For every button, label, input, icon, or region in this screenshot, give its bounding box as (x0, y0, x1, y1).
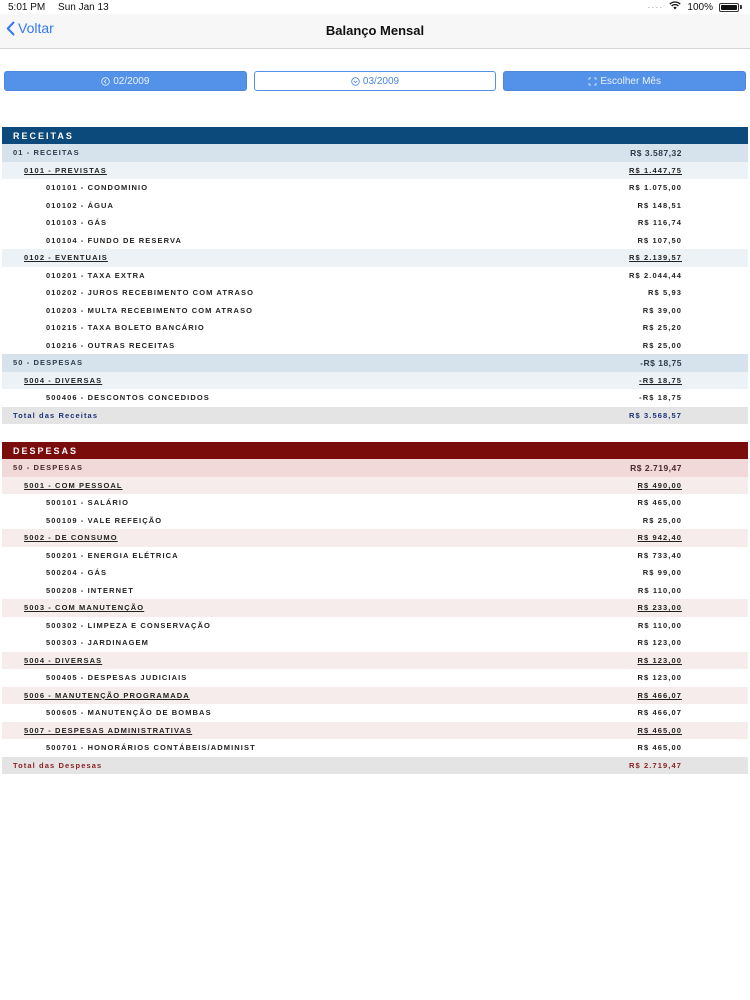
despesas-section (2, 442, 748, 774)
row-label: 010102 - ÁGUA (46, 200, 115, 210)
row-label: 5004 - DIVERSAS (24, 655, 103, 665)
signal-icon: ···· (647, 2, 664, 12)
row-value: R$ 1.075,00 (629, 183, 682, 193)
row-label: Total das Despesas (13, 760, 103, 770)
despesas-item-row[interactable] (2, 547, 748, 565)
receitas-sub-row[interactable] (2, 372, 748, 390)
row-value: R$ 2.719,47 (630, 462, 682, 473)
row-label: 500701 - HONORÁRIOS CONTÁBEIS/ADMINIST (46, 743, 256, 753)
receitas-item-row[interactable] (2, 302, 748, 320)
row-value: R$ 490,00 (637, 480, 682, 490)
choose-month-label: Escolher Mês (600, 75, 661, 87)
row-label: 500405 - DESPESAS JUDICIAIS (46, 673, 188, 683)
row-value: R$ 1.447,75 (629, 165, 682, 175)
row-value: R$ 25,00 (642, 515, 682, 525)
row-value: R$ 99,00 (642, 568, 682, 578)
row-value: R$ 25,20 (642, 323, 682, 333)
row-label: 5002 - DE CONSUMO (24, 533, 118, 543)
row-label: 50 - DESPESAS (13, 463, 84, 473)
receitas-item-row[interactable] (2, 214, 748, 232)
row-value: R$ 25,00 (642, 340, 682, 350)
row-value: R$ 107,50 (637, 235, 682, 245)
despesas-sub-row[interactable] (2, 652, 748, 670)
row-value: R$ 233,00 (637, 603, 682, 613)
receitas-total-row (2, 407, 748, 425)
row-label: 010215 - TAXA BOLETO BANCÁRIO (46, 323, 205, 333)
despesas-item-row[interactable] (2, 739, 748, 757)
row-value: R$ 733,40 (637, 550, 682, 560)
despesas-item-row[interactable] (2, 669, 748, 687)
row-value: R$ 3.568,57 (629, 410, 682, 420)
receitas-item-row[interactable] (2, 337, 748, 355)
status-bar (0, 0, 750, 14)
month-buttons (0, 71, 750, 91)
row-value: R$ 466,07 (637, 708, 682, 718)
receitas-item-row[interactable] (2, 232, 748, 250)
row-label: 500303 - JARDINAGEM (46, 638, 150, 648)
chevron-down-circle-icon (351, 77, 360, 86)
battery-icon (719, 3, 739, 12)
wifi-icon (669, 1, 681, 13)
receitas-group-row[interactable] (2, 354, 748, 372)
row-label: 0102 - EVENTUAIS (24, 253, 108, 263)
despesas-sub-row[interactable] (2, 477, 748, 495)
receitas-item-row[interactable] (2, 179, 748, 197)
row-label: 5003 - COM MANUTENÇÃO (24, 603, 145, 613)
despesas-item-row[interactable] (2, 512, 748, 530)
row-value: R$ 110,00 (637, 620, 682, 630)
row-label: 500302 - LIMPEZA E CONSERVAÇÃO (46, 620, 211, 630)
row-label: 010103 - GÁS (46, 218, 108, 228)
despesas-header: DESPESAS (2, 442, 748, 459)
receitas-item-row[interactable] (2, 197, 748, 215)
receitas-item-row[interactable] (2, 389, 748, 407)
row-value: R$ 110,00 (637, 585, 682, 595)
receitas-item-row[interactable] (2, 284, 748, 302)
current-month-button[interactable] (254, 71, 497, 91)
row-value: R$ 2.044,44 (629, 270, 682, 280)
receitas-header: RECEITAS (2, 127, 748, 144)
previous-month-button[interactable] (4, 71, 247, 91)
despesas-sub-row[interactable] (2, 529, 748, 547)
row-label: 010201 - TAXA EXTRA (46, 270, 146, 280)
back-label: Voltar (18, 20, 54, 36)
previous-month-label: 02/2009 (113, 75, 150, 87)
row-label: 010101 - CONDOMINIO (46, 183, 149, 193)
row-value: R$ 148,51 (637, 200, 682, 210)
row-value: R$ 465,00 (637, 498, 682, 508)
status-time: 5:01 PM (8, 1, 46, 13)
row-value: R$ 3.587,32 (630, 147, 682, 158)
receitas-sub-row[interactable] (2, 162, 748, 180)
row-value: R$ 5,93 (648, 288, 682, 298)
expand-icon (588, 77, 597, 86)
row-value: R$ 2.139,57 (629, 253, 682, 263)
row-label: 5004 - DIVERSAS (24, 375, 103, 385)
row-label: 5001 - COM PESSOAL (24, 480, 123, 490)
row-value: R$ 465,00 (637, 743, 682, 753)
row-value: R$ 39,00 (642, 305, 682, 315)
row-label: 500605 - MANUTENÇÃO DE BOMBAS (46, 708, 212, 718)
despesas-group-row[interactable] (2, 459, 748, 477)
row-label: 500204 - GÁS (46, 568, 108, 578)
despesas-sub-row[interactable] (2, 722, 748, 740)
row-label: 5006 - MANUTENÇÃO PROGRAMADA (24, 690, 190, 700)
row-label: 500201 - ENERGIA ELÉTRICA (46, 550, 179, 560)
page-title: Balanço Mensal (325, 23, 425, 38)
row-label: 500109 - VALE REFEIÇÃO (46, 515, 163, 525)
row-label: 010202 - JUROS RECEBIMENTO COM ATRASO (46, 288, 255, 298)
receitas-item-row[interactable] (2, 319, 748, 337)
row-value: -R$ 18,75 (640, 357, 682, 368)
row-label: 0101 - PREVISTAS (24, 165, 107, 175)
row-label: 500101 - SALÁRIO (46, 498, 130, 508)
current-month-label: 03/2009 (362, 75, 400, 87)
receitas-sub-row[interactable] (2, 249, 748, 267)
despesas-item-row[interactable] (2, 494, 748, 512)
row-label: 500208 - INTERNET (46, 585, 134, 595)
row-label: 010216 - OUTRAS RECEITAS (46, 340, 176, 350)
row-label: 010203 - MULTA RECEBIMENTO COM ATRASO (46, 305, 254, 315)
despesas-sub-row[interactable] (2, 599, 748, 617)
despesas-item-row[interactable] (2, 704, 748, 722)
receitas-group-row[interactable] (2, 144, 748, 162)
receitas-section (2, 127, 748, 424)
row-value: R$ 123,00 (637, 673, 682, 683)
despesas-item-row[interactable] (2, 634, 748, 652)
row-label: 5007 - DESPESAS ADMINISTRATIVAS (24, 725, 193, 735)
row-label: 010104 - FUNDO DE RESERVA (46, 235, 183, 245)
receitas-item-row[interactable] (2, 267, 748, 285)
row-value: R$ 942,40 (637, 533, 682, 543)
despesas-item-row[interactable] (2, 582, 748, 600)
row-value: R$ 123,00 (637, 638, 682, 648)
row-value: R$ 465,00 (637, 725, 682, 735)
despesas-item-row[interactable] (2, 617, 748, 635)
chevron-left-circle-icon (101, 77, 110, 86)
row-value: R$ 116,74 (637, 218, 682, 228)
navigation-bar (0, 14, 750, 49)
row-value: -R$ 18,75 (639, 393, 682, 403)
battery-percent: 100% (687, 1, 713, 13)
row-value: R$ 466,07 (637, 690, 682, 700)
status-date: Sun Jan 13 (58, 1, 109, 13)
despesas-total-row (2, 757, 748, 775)
despesas-sub-row[interactable] (2, 687, 748, 705)
row-label: Total das Receitas (13, 410, 99, 420)
row-label: 500406 - DESCONTOS CONCEDIDOS (46, 393, 210, 403)
row-label: 50 - DESPESAS (13, 358, 84, 368)
choose-month-button[interactable] (503, 71, 746, 91)
despesas-item-row[interactable] (2, 564, 748, 582)
row-value: R$ 2.719,47 (629, 760, 682, 770)
row-value: -R$ 18,75 (639, 375, 682, 385)
row-value: R$ 123,00 (637, 655, 682, 665)
row-label: 01 - RECEITAS (13, 148, 80, 158)
